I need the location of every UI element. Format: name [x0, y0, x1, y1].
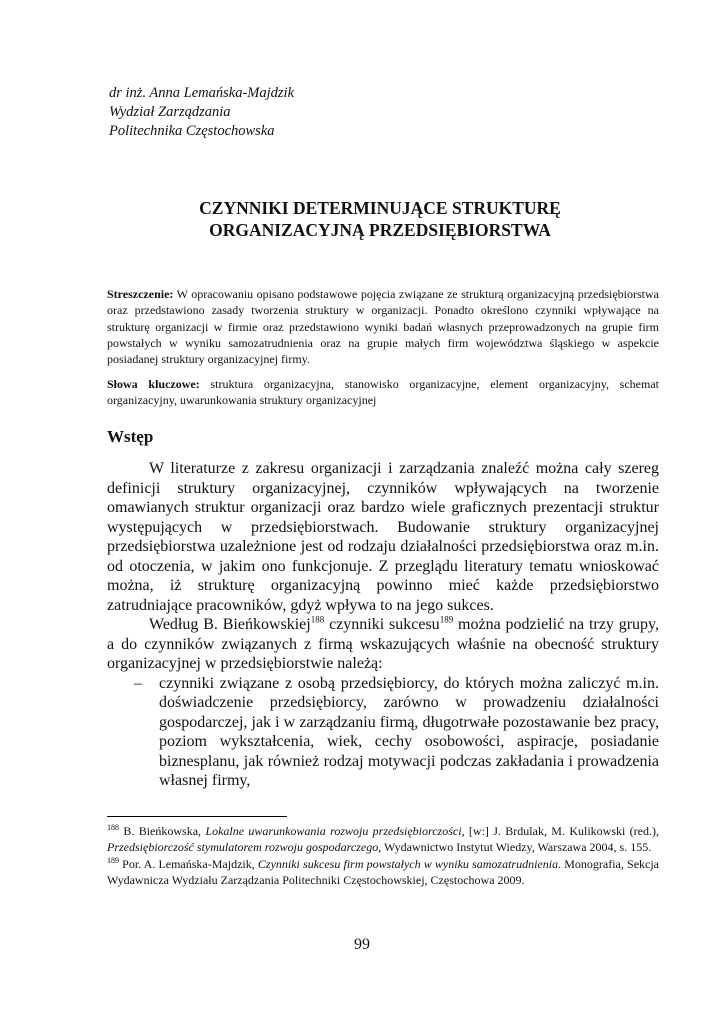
body-text	[107, 459, 659, 791]
list-item-text: czynniki związane z osobą przedsiębiorcy, do których można zaliczyć m.in. doświadczenie przedsiębiorcy, zarówno w prowadzeniu działalności gospodarczej, jak i w zarządzaniu firmą, długotrwałe pozostawanie bez pracy, poziom wykształcenia, wiek, cechy osobowości, aspiracje, posiadanie biznesplanu, jak również rodzaj motywacji podczas zakładania i prowadzenia własnej firmy,	[159, 674, 659, 789]
paragraph-2-part-c: można podzielić na trzy grupy, a do czynników związanych z firmą wskazujących właśnie na obecność struktury organizacyjnej w przedsiębiorstwie należą:	[107, 616, 659, 672]
footnote-number: 188	[107, 823, 119, 832]
footnote-italic-title: Lokalne uwarunkowania rozwoju przedsiębiorczości	[205, 824, 462, 838]
paper-title	[100, 197, 660, 241]
title-line-1: CZYNNIKI DETERMINUJĄCE STRUKTURĘ	[199, 198, 561, 218]
paragraph-2-part-b: czynniki sukcesu	[324, 616, 440, 633]
paragraph-2	[107, 615, 659, 674]
footnote-italic-title: Czynniki sukcesu firm powstałych w wyniku samozatrudnienia	[257, 856, 559, 871]
footnote-text: , [w:] J. Brdulak, M. Kulikowski (red.),	[461, 824, 659, 838]
author-block	[109, 84, 294, 141]
section-heading: Wstęp	[107, 427, 154, 446]
list-item	[107, 674, 659, 791]
abstract-label: Streszczenie:	[107, 287, 174, 301]
footnote-number: 189	[107, 855, 119, 865]
footnote-text: . Monografia, Sekcja Wydawnicza Wydziału Zarządzania Politechniki Częstochowskiej, Częstochowa 2009.	[107, 856, 660, 887]
page-number: 99	[354, 936, 370, 953]
factor-list	[107, 674, 659, 791]
footnote-text: , Wydawnictwo Instytut Wiedzy, Warszawa 2004, s. 155.	[378, 840, 652, 855]
footnotes	[107, 823, 659, 888]
author-university: Politechnika Częstochowska	[109, 123, 275, 139]
footnote-189	[107, 856, 659, 889]
footnote-italic-title: Przedsiębiorczość stymulatorem rozwoju gospodarczego	[107, 840, 379, 855]
footnote-text: Por. A. Lemańska-Majdzik,	[119, 856, 258, 871]
title-line-2: ORGANIZACYJNĄ PRZEDSIĘBIORSTWA	[209, 220, 551, 240]
abstract-text: W opracowaniu opisano podstawowe pojęcia związane ze strukturą organizacyjną przedsiębiorstwa oraz przedstawiono zasady tworzenia struktury w organizacji. Ponadto określono czynniki wpływające na strukturę organizacji w firmie oraz przedstawiono wyniki badań własnych przeprowadzonych na grupie firm powstałych w wyniku samozatrudnienia oraz na grupie małych firm województwa śląskiego w aspekcie posiadanej struktury organizacyjnej firmy.	[107, 287, 659, 367]
keywords	[107, 376, 659, 409]
keywords-text: struktura organizacyjna, stanowisko organizacyjne, element organizacyjny, schemat organizacyjny, uwarunkowania struktury organizacyjnej	[107, 377, 659, 408]
footnote-separator	[107, 816, 287, 817]
paragraph-1: W literaturze z zakresu organizacji i zarządzania znaleźć można cały szereg definicji struktury organizacyjnej, czynników wpływających na tworzenie omawianych struktur organizacji oraz bardzo wiele graficznych prezentacji struktur występujących w przedsiębiorstwach. Budowanie struktury organizacyjnej przedsiębiorstwa uzależnione jest od rodzaju działalności przedsiębiorstwa oraz m.in. od otoczenia, w jakim ono funkcjonuje. Z przeglądu literatury tematu wnioskować można, iż strukturę organizacyjną powinno mieć każde przedsiębiorstwo zatrudniające pracowników, gdyż wpływa to na jego sukces.	[107, 460, 659, 614]
abstract	[107, 286, 659, 367]
paragraph-2-part-a: Według B. Bieńkowskiej	[149, 616, 311, 633]
footnote-188	[107, 823, 659, 856]
bullet-dash: –	[134, 674, 142, 692]
author-department: Wydział Zarządzania	[109, 104, 231, 120]
footnote-text: B. Bieńkowska,	[119, 824, 206, 838]
footnote-ref-189: 189	[439, 614, 454, 625]
author-name: dr inż. Anna Lemańska-Majdzik	[109, 85, 295, 101]
keywords-label: Słowa kluczowe:	[107, 377, 200, 391]
footnote-ref-188: 188	[310, 614, 325, 625]
